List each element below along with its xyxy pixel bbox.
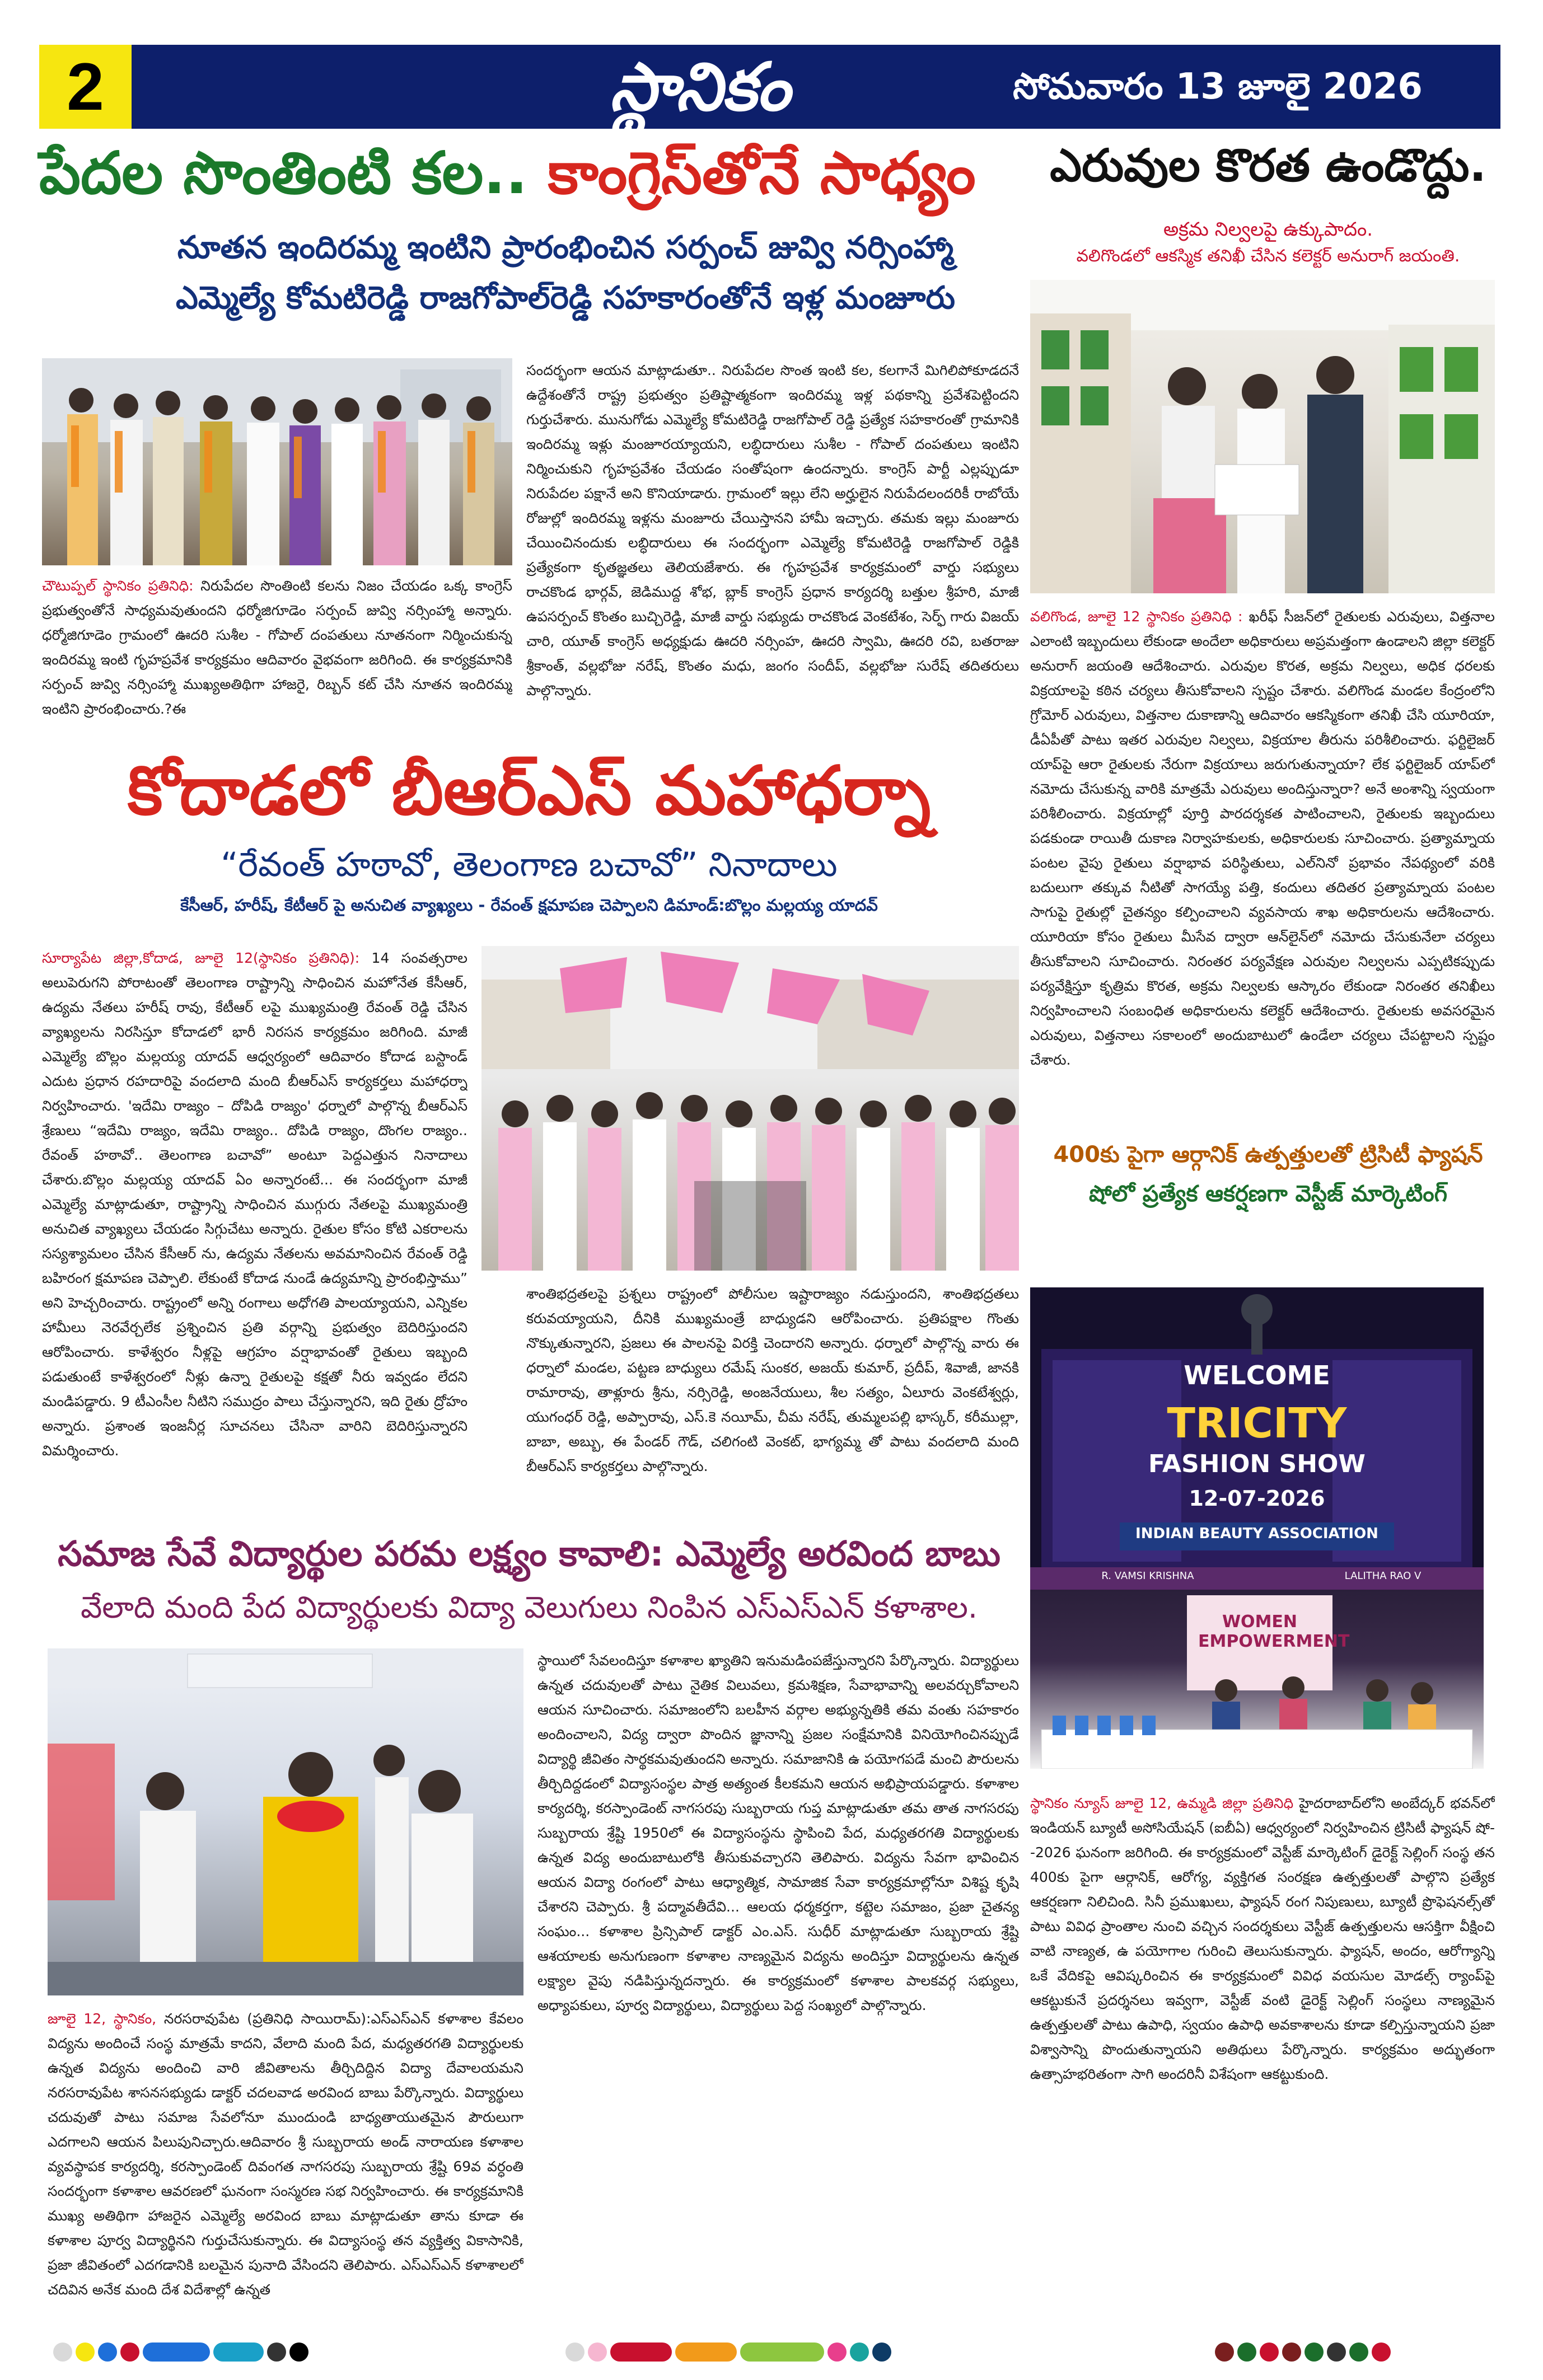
story3-body-left-text: నరసరావుపేట (ప్రతినిధి సాయిరామ్):ఎస్ఎస్ఎన్ కళాశాల కేవలం విద్యను అందించే సంస్థ మాత్రమే కాదని, వేలాది మంది పేద, మధ్యతరగతి విద్యార్థులకు ఉన్నత విద్యను అందించి వారి జీవితాలను తీర్చిదిద్దిన విద్యా దేవాలయమని నరసరావుపేట శాసనసభ్యుడు డాక్టర్ చదలవాడ అరవింద బాబు పేర్కొన్నారు. విద్యార్థులు చదువుతో పాటు సమాజ సేవలోనూ ముందుండి బాధ్యతాయుతమైన పౌరులుగా ఎదగాలని ఆయన పిలుపునిచ్చారు.ఆదివారం శ్రీ సుబ్బరాయ అండ్ నారాయణ కళాశాల వ్యవస్థాపక కార్యదర్శి, కరస్పాండెంట్ దివంగత నాగసరపు సుబ్బరాయ శ్రేష్టి 69వ వర్ధంతి సందర్భంగా కళాశాల ఆవరణలో ఘనంగా సంస్మరణ సభ నిర్వహించారు. ఈ కార్యక్రమానికి ముఖ్య అతిథిగా హాజరైన ఎమ్మెల్యే అరవింద బాబు మాట్లాడుతూ తాను కూడా ఈ కళాశాల పూర్వ విద్యార్థినని గుర్తుచేసుకున్నారు. ఈ విద్యాసంస్థ తన వ్యక్తిత్వ వికాసానికి, ప్రజా జీవితంలో ఎదగడానికి బలమైన పునాది వేసిందని తెలిపారు. ఎస్ఎస్ఎన్ కళాశాలలో చదివిన అనేక మంది దేశ విదేశాల్లో ఉన్నత — [48, 2011, 523, 2298]
masthead-logo: స్థానికం — [609, 48, 791, 125]
story2-dateline: సూర్యాపేట జిల్లా,కోదాడ, జూలై 12(స్థానికం ప్రతినిధి): — [42, 950, 360, 966]
banner-organization: INDIAN BEAUTY ASSOCIATION — [1135, 1525, 1378, 1542]
footer-dot — [827, 2342, 847, 2362]
story3-body-right: స్థాయిలో సేవలందిస్తూ కళాశాల ఖ్యాతిని ఇనుమడింపజేస్తున్నారని పేర్కొన్నారు. విద్యార్థులు ఉన్నత చదువులతో పాటు నైతిక విలువలు, క్రమశిక్షణ, సేవాభావాన్ని అలవర్చుకోవాలని ఆయన సూచించారు. సమాజంలోని బలహీన వర్గాల అభ్యున్నతికి తమ వంతు సహకారం అందించాలని, విద్య ద్వారా పొందిన జ్ఞానాన్ని ప్రజల సంక్షేమానికి వినియోగించినప్పుడే విద్యార్థి జీవితం సార్థకమవుతుందని అన్నారు. సమాజానికి ఉ పయోగపడే మంచి పౌరులను తీర్చిదిద్దడంలో విద్యాసంస్థల పాత్ర అత్యంత కీలకమని ఆయన అభిప్రాయపడ్డారు. కళాశాల కార్యదర్శి, కరస్పాండెంట్ నాగసరపు సుబ్బరాయ గుప్త మాట్లాడుతూ తమ తాత నాగసరపు సుబ్బరాయ శ్రేష్టి 1950లో ఈ విద్యాసంస్థను స్థాపించి పేద, మధ్యతరగతి విద్యార్థులకు ఉన్నత విద్య అందుబాటులోకి తీసుకువచ్చారని తెలిపారు. విద్యను సేవగా భావించిన ఆయన విద్యా రంగంలో పాటు ఆధ్యాత్మిక, సామాజిక సేవా కార్యక్రమాల్లోనూ విశిష్ట కృషి చేశారని చెప్పారు. శ్రీ పద్మావతీదేవి... ఆలయ ధర్మకర్తగా, కట్టెల సమాజం, ప్రజా చైతన్య సంఘం... కళాశాల ప్రిన్సిపాల్ డాక్టర్ ఎం.ఎస్. సుధీర్ మాట్లాడుతూ సుబ్బరాయ శ్రేష్టి ఆశయాలకు అనుగుణంగా కళాశాల నాణ్యమైన విద్యను అందిస్తూ విద్యార్థులను ఉన్నత లక్ష్యాల వైపు నడిపిస్తున్నదన్నారు. ఈ కార్యక్రమంలో కళాశాల పాలకవర్గ సభ్యులు, అధ్యాపకులు, పూర్వ విద్యార్థులు, విద్యార్థులు పెద్ద సంఖ్యలో పాల్గొన్నారు. — [537, 1652, 1019, 2013]
banner-title-1: TRICITY — [1167, 1399, 1347, 1447]
footer-dot — [53, 2342, 72, 2362]
footer-dot — [1372, 2342, 1391, 2362]
story2-body-left-text: 14 సంవత్సరాల అలుపెరుగని పోరాటంతో తెలంగాణ రాష్ట్రాన్ని సాధించిన మహోనేత కేసీఆర్, ఉద్యమ నేతలు హరీష్ రావు, కేటీఆర్ లపై ముఖ్యమంత్రి రేవంత్ రెడ్డి చేసిన వ్యాఖ్యలను నిరసిస్తూ కోదాడలో భారీ నిరసన కార్యక్రమం జరిగింది. మాజీ ఎమ్మెల్యే బొల్లం మల్లయ్య యాదవ్ ఆధ్వర్యంలో ఆదివారం కోదాడ బస్టాండ్ ఎదుట ప్రధాన రహదారిపై వందలాది మంది బీఆర్ఎస్ కార్యకర్తలు మహాధర్నా నిర్వహించారు. 'ఇదేమి రాజ్యం – దోపిడి రాజ్యం' ధర్నాలో పాల్గొన్న బీఆర్ఎస్ శ్రేణులు “ఇదేమి రాజ్యం, ఇదేమి రాజ్యం.. దోపిడి రాజ్యం, దొంగల రాజ్యం.. రేవంత్ హఠావో.. తెలంగాణ బచావో” అంటూ పెద్దఎత్తున నినాదాలు చేశారు.బొల్లం మల్లయ్య యాదవ్ ఏం అన్నారంటే... ఈ సందర్భంగా మాజీ ఎమ్మెల్యే మాట్లాడుతూ, రాష్ట్రాన్ని సాధించిన ముగ్గురు నేతలపై ముఖ్యమంత్రి అనుచిత వ్యాఖ్యలు చేయడం సిగ్గుచేటు అన్నారు. రైతుల కోసం కోటి ఎకరాలను సస్యశ్యామలం చేసిన కేసీఆర్ ను, ఉద్యమ నేతలను అవమానించిన రేవంత్ రెడ్డి బహిరంగ క్షమాపణ చెప్పాలి. లేకుంటే కోదాడ నుండే ఉద్యమాన్ని ప్రారంభిస్తాము” అని హెచ్చరించారు. రాష్ట్రంలో అన్ని రంగాలు అధోగతి పాలయ్యాయని, ఎన్నికల హామీలు నెరవేర్చలేక ప్రశ్నించిన ప్రతి వర్గాన్ని ప్రభుత్వం బెదిరిస్తుందని ఆరోపించారు. కాళేశ్వరం నీళ్లపై ఆగ్రహం వర్షాభావంతో రైతులు ఇబ్బంది పడుతుంటే కాళేశ్వరంలో నీళ్లు ఉన్నా రైతులపై కక్షతో నీరు ఇవ్వడం లేదని మండిపడ్డారు. 9 టీఎంసీల నీటిని సముద్రం పాలు చేస్తున్నారని, ఇది రైతు ద్రోహం అన్నారు. ప్రశాంత ఇంజనీర్ల సూచనలు చేసినా వారిని బెదిరిస్తున్నారని విమర్శించారు. — [42, 950, 467, 1459]
story5-headline-2: షోలో ప్రత్యేక ఆకర్షణగా వెస్టీజ్ మార్కెటింగ్ — [1088, 1181, 1448, 1207]
footer-dot — [588, 2342, 607, 2362]
issue-date: సోమవారం 13 జూలై 2026 — [1013, 66, 1423, 107]
story4-photo — [1030, 280, 1495, 593]
story2-photo — [481, 946, 1019, 1271]
story4-headline: ఎరువుల కొరత ఉండొద్దు. — [1050, 139, 1486, 191]
story4-body — [1030, 605, 1495, 1119]
banner-welcome: WELCOME — [1184, 1360, 1330, 1390]
footer-dot — [120, 2342, 139, 2362]
story2-headline: కోదాడలో బీఆర్ఎస్ మహాధర్నా — [127, 752, 931, 830]
footer-bar — [610, 2342, 672, 2362]
story5-photo-banner — [1030, 1287, 1484, 1590]
felicitation-illustration — [48, 1648, 523, 1995]
story1-photo — [42, 358, 512, 565]
footer-dot — [1260, 2342, 1279, 2362]
story5-body-text: హైదరాబాద్‌లోని అంబేద్కర్ భవన్‌లో ఇండియన్ బ్యూటీ అసోసియేషన్ (ఐబీఏ) ఆధ్వర్యంలో నిర్వహించిన ట్రిసిటీ ఫ్యాషన్ షో--2026 ఘనంగా జరిగింది. ఈ కార్యక్రమంలో వెస్టీజ్ మార్కెటింగ్ డైరెక్ట్ సెల్లింగ్ సంస్థ తన 400కు పైగా ఆర్గానిక్, ఆరోగ్య, వ్యక్తిగత సంరక్షణ ఉత్పత్తులతో పాల్గొని ప్రత్యేక ఆకర్షణగా నిలిచింది. సినీ ప్రముఖులు, ఫ్యాషన్ రంగ నిపుణులు, బ్యూటీ ప్రొఫెషనల్స్‌తో పాటు వివిధ ప్రాంతాల నుంచి వచ్చిన సందర్శకులు వెస్టీజ్ ఉత్పత్తులను ఆసక్తిగా వీక్షించి వాటి నాణ్యత, ఉ పయోగాల గురించి తెలుసుకున్నారు. ఫ్యాషన్, అందం, ఆరోగ్యాన్ని ఒకే వేదికపై ఆవిష్కరించిన ఈ కార్యక్రమంలో వివిధ వయసుల మోడల్స్ ర్యాంప్‌పై ఆకట్టుకునే ప్రదర్శనలు ఇవ్వగా, వెస్టీజ్ వంటి డైరెక్ట్ సెల్లింగ్ సంస్థలు నాణ్యమైన ఉత్పత్తులతో పాటు ఉపాధి, స్వయం ఉపాధి అవకాశాలను కూడా కల్పిస్తున్నాయని ప్రజా విశ్వాసాన్ని పొందుతున్నాయని అతిథులు పేర్కొన్నారు. కార్యక్రమం అద్భుతంగా ఉత్సాహభరితంగా సాగి అందరినీ విశేషంగా ఆకట్టుకుంది. — [1030, 1795, 1495, 2082]
story3-headline: సమాజ సేవే విద్యార్థుల పరమ లక్ష్యం కావాలి: ఎమ్మెల్యే అరవింద బాబు — [58, 1533, 1000, 1574]
footer-dot — [872, 2342, 891, 2362]
story3-dateline: జూలై 12, స్థానికం, — [48, 2011, 157, 2027]
story1-headline-part1: పేదల సొంతింటి కల.. — [39, 139, 528, 207]
group-people-illustration — [42, 358, 512, 565]
story3-photo — [48, 1648, 523, 1995]
footer-colors-right — [1215, 2342, 1391, 2362]
footer-colors-left — [53, 2342, 308, 2362]
story5-photo-stall — [1030, 1590, 1484, 1769]
footer-dot — [98, 2342, 117, 2362]
story4-body-text: ఖరీఫ్ సీజన్‌లో రైతులకు ఎరువులు, విత్తనాల ఎలాంటి ఇబ్బందులు లేకుండా అందేలా అధికారులు అప్రమత్తంగా ఉండాలని జిల్లా కలెక్టర్ అనురాగ్ జయంతి ఆదేశించారు. ఎరువుల కొరత, అక్రమ నిల్వలు, అధిక ధరలకు విక్రయాలపై కఠిన చర్యలు తీసుకోవాలని స్పష్టం చేశారు. వలిగొండ మండల కేంద్రంలోని గ్రోమోర్ ఎరువులు, విత్తనాల దుకాణాన్ని ఆదివారం ఆకస్మికంగా తనిఖీ చేసి యూరియా, డీఏపీతో పాటు ఇతర ఎరువుల నిల్వలు, విక్రయాల తీరును పరిశీలించారు. ఫర్టిలైజర్ యాప్‌పై ఆరా రైతులకు నేరుగా విక్రయాలు జరుగుతున్నాయా? లేక ఫర్టిలైజర్ యాప్‌లో నమోదు చేసుకున్న వారికి మాత్రమే ఎరువులు అందిస్తున్నారా? అనే అంశాన్ని స్వయంగా పరిశీలించారు. విక్రయాల్లో పూర్తి పారదర్శకత పాటించాలని, రైతులకు ఇబ్బందులు పడకుండా రాయితీ దుకాణ నిర్వాహకులకు, అధికారులకు సూచించారు. ప్రత్యామ్నాయ పంటల వైపు రైతులు వర్షాభావ పరిస్థితులు, ఎల్‌నినో ప్రభావం నేపథ్యంలో వరికి బదులుగా తక్కువ నీటితో సాగయ్యే పత్తి, కందులు తదితర ప్రత్యామ్నాయ పంటల సాగుపై రైతుల్లో చైతన్యం కల్పించాలని వ్యవసాయ శాఖ అధికారులను ఆదేశించారు. యూరియా కోసం రైతులు మీసేవ ద్వారా ఆన్‌లైన్‌లో నమోదు చేసుకునేలా చర్యలు తీసుకోవాలని సూచించారు. నిరంతర పర్యవేక్షణ ఎరువుల నిల్వలను ఎప్పటికప్పుడు పర్యవేక్షిస్తూ కృత్రిమ కొరత, అక్రమ నిల్వలకు ఆస్కారం లేకుండా నిరంతర తనిఖీలు నిర్వహించాలని సంబంధిత అధికారులను కలెక్టర్ ఆదేశించారు. రైతులకు అవసరమైన ఎరువులు, విత్తనాలు సకాలంలో అందుబాటులో ఉండేలా చర్యలు చేపట్టాలని స్పష్టం చేశారు. — [1030, 608, 1495, 1068]
story1-headline — [39, 140, 1019, 218]
footer-dot — [1327, 2342, 1346, 2362]
story4-dateline: వలిగొండ, జూలై 12 స్థానికం ప్రతినిధి : — [1030, 608, 1243, 625]
story1-dateline: చౌటుప్పల్ స్థానికం ప్రతినిధి: — [42, 578, 194, 594]
protest-crowd-illustration — [481, 946, 1019, 1271]
footer-dot — [565, 2342, 585, 2362]
story1-headline-part2: కాంగ్రెస్‌తోనే సాధ్యం — [548, 139, 976, 207]
footer-colors-middle — [565, 2342, 891, 2362]
footer-dot — [1282, 2342, 1301, 2362]
footer-bar — [675, 2342, 737, 2362]
footer-dot — [267, 2342, 286, 2362]
footer-dot — [76, 2342, 95, 2362]
story1-body-right: సందర్భంగా ఆయన మాట్లాడుతూ.. నిరుపేదల సొంత ఇంటి కల, కలగానే మిగిలిపోకూడదనే ఉద్దేశంతోనే రాష్ట్ర ప్రభుత్వం ప్రతిష్టాత్మకంగా ఇందిరమ్మ ఇళ్ల పథకాన్ని ప్రవేశపెట్టిందని గుర్తుచేశారు. మునుగోడు ఎమ్మెల్యే కోమటిరెడ్డి రాజగోపాల్ రెడ్డి ప్రత్యేక సహకారంతో గ్రామానికి ఇందిరమ్మ ఇళ్లు మంజూరయ్యాయని, లబ్ధిదారులు సుశీల - గోపాల్ దంపతులు ఇంటిని నిర్మించుకుని గృహప్రవేశం చేయడం సంతోషంగా ఉందన్నారు. కాంగ్రెస్ పార్టీ ఎల్లప్పుడూ నిరుపేదల పక్షానే అని కొనియాడారు. గ్రామంలో ఇల్లు లేని అర్హులైన నిరుపేదలందరికీ రాబోయే రోజుల్లో ఇందిరమ్మ ఇళ్లను మంజూరు చేయిస్తానని హామీ ఇచ్చారు. తమకు ఇల్లు మంజూరు చేయించినందుకు లబ్ధిదారులు ఈ సందర్భంగా ఎమ్మెల్యే కోమటిరెడ్డి రాజగోపాల్ రెడ్డికి ప్రత్యేకంగా కృతజ్ఞతలు తెలియజేశారు. ఈ గృహప్రవేశ కార్యక్రమంలో వార్డు సభ్యులు రాచకొండ భార్గవ్, జెడిముద్ద శోభ, బ్లాక్ కాంగ్రెస్ ప్రధాన కార్యదర్శి బత్తుల శ్రీహరి, మాజీ ఉపసర్పంచ్ కొంతం బుచ్చిరెడ్డి, మాజీ వార్డు సభ్యుడు రాచకొండ వెంకటేశం, సెర్ఫ్‌ గారు విజయ్ చారి, యూత్ కాంగ్రెస్ అధ్యక్షుడు ఊదరి నర్సింహ, ఊదరి స్వామి, ఊదరి రవి, బతరాజు శ్రీకాంత్, వల్లభోజు నరేష్, కొంతం మధు, జంగం సందీప్, వల్లభోజు సురేష్ తదితరులు పాల్గొన్నారు. — [526, 362, 1019, 699]
footer-bar — [143, 2342, 210, 2362]
story1-body-left-text: నిరుపేదల సొంతింటి కలను నిజం చేయడం ఒక్క కాంగ్రెస్ ప్రభుత్వంతోనే సాధ్యమవుతుందని ధర్మోజిగూడెం సర్పంచ్ జువ్వి నర్సింహ్మా అన్నారు. ధర్మోజిగూడెం గ్రామంలో ఊదరి సుశీల - గోపాల్ దంపతులు నూతనంగా నిర్మించుకున్న ఇందిరమ్మ ఇంటి గృహప్రవేశ కార్యక్రమం ఆదివారం వైభవంగా జరిగింది. ఈ కార్యక్రమానికి సర్పంచ్ జువ్వి నర్సింహ్మా ముఖ్యఅతిథిగా హాజరై, రిబ్బన్ కట్ చేసి నూతన ఇందిరమ్మ ఇంటిని ప్రారంభించారు.?ఈ — [42, 578, 512, 717]
footer-dot — [1237, 2342, 1256, 2362]
story1-subheading-2: ఎమ్మెల్యే కోమటిరెడ్డి రాజగోపాల్‌రెడ్డి సహకారంతోనే ఇళ్ల మంజూరు — [175, 280, 956, 316]
story1-subheading-1: నూతన ఇందిరమ్మ ఇంటిని ప్రారంభించిన సర్పంచ్ జువ్వి నర్సింహ్మా — [177, 229, 954, 266]
story1-body-left — [42, 574, 512, 730]
banner-person-2: LALITHA RAO V — [1344, 1570, 1422, 1582]
banner-date: 12-07-2026 — [1189, 1486, 1325, 1511]
footer-dot — [1349, 2342, 1368, 2362]
story2-subheading-2: కేసీఆర్, హరీష్, కేటీఆర్ పై అనుచిత వ్యాఖ్యలు - రేవంత్ క్షమాపణ చెప్పాలని డిమాండ్:బొల్లం మల్లయ్య యాదవ్ — [180, 896, 878, 915]
footer-bar — [213, 2342, 264, 2362]
footer-dot — [850, 2342, 869, 2362]
story5-dateline: స్థానికం న్యూస్ జూలై 12, ఉమ్మడి జిల్లా ప్రతినిధి — [1030, 1795, 1294, 1811]
footer-dot — [1304, 2342, 1324, 2362]
story3-subheading: వేలాది మంది పేద విద్యార్థులకు విద్యా వెలుగులు నింపిన ఎస్ఎస్ఎన్ కళాశాల. — [80, 1590, 978, 1625]
shop-inspection-illustration — [1030, 280, 1495, 593]
story5-headline-1: 400కు పైగా ఆర్గానిక్ ఉత్పత్తులతో ట్రిసిటీ ఫ్యాషన్ — [1053, 1142, 1483, 1168]
story3-body-left — [48, 2007, 523, 2309]
banner-title-2: FASHION SHOW — [1148, 1450, 1366, 1478]
story2-body-right: శాంతిభద్రతలపై ప్రశ్నలు రాష్ట్రంలో పోలీసుల ఇష్టారాజ్యం నడుస్తుందని, శాంతిభద్రతలు కరువయ్యాయని, దీనికి ముఖ్యమంత్రే బాధ్యుడని ఆరోపించారు. ప్రతిపక్షాల గొంతు నొక్కుతున్నారని, ప్రజలు ఈ పాలనపై విరక్తి చెందారని అన్నారు. ధర్నాలో పాల్గొన్న వారు ఈ ధర్నాలో మండల, పట్టణ బాధ్యులు రమేష్ సుంకర, అజయ్ కుమార్, ప్రదీప్, శివాజీ, జానకి రామారావు, తాళ్లూరు శ్రీను, నర్సిరెడ్డి, అంజనేయులు, శీల సత్యం, ఏలూరు వెంకటేశ్వర్లు, యుగంధర్ రెడ్డి, అప్పారావు, ఎస్.కె నయీమ్, చీమ నరేష్, తుమ్మలపల్లి భాస్కర్, కరీముల్లా, బాబా, అబ్బు, ఈ పేండర్ గౌడ్, చలిగంటి వెంకట్, భాగ్యమ్మ తో పాటు వందలాది మంది బీఆర్ఎస్ కార్యకర్తలు పాల్గొన్నారు. — [526, 1286, 1019, 1474]
footer-dot — [289, 2342, 308, 2362]
footer-bar — [740, 2342, 824, 2362]
story2-subheading-1: “రేవంత్ హఠావో, తెలంగాణ బచావో” నినాదాలు — [221, 845, 838, 884]
story2-body-left — [42, 946, 467, 1506]
story4-subheading-2: వలిగొండలో ఆకస్మిక తనిఖీ చేసిన కలెక్టర్ అనురాగ్ జయంతి. — [1076, 246, 1460, 266]
stall-banner-label: WOMEN EMPOWERMENT — [1198, 1612, 1350, 1651]
footer-dot — [1215, 2342, 1234, 2362]
banner-person-1: R. VAMSI KRISHNA — [1101, 1570, 1194, 1582]
page-number: 2 — [39, 45, 132, 129]
story5-body — [1030, 1791, 1495, 2312]
story4-subheading-1: అక్రమ నిల్వలపై ఉక్కుపాదం. — [1163, 218, 1373, 241]
